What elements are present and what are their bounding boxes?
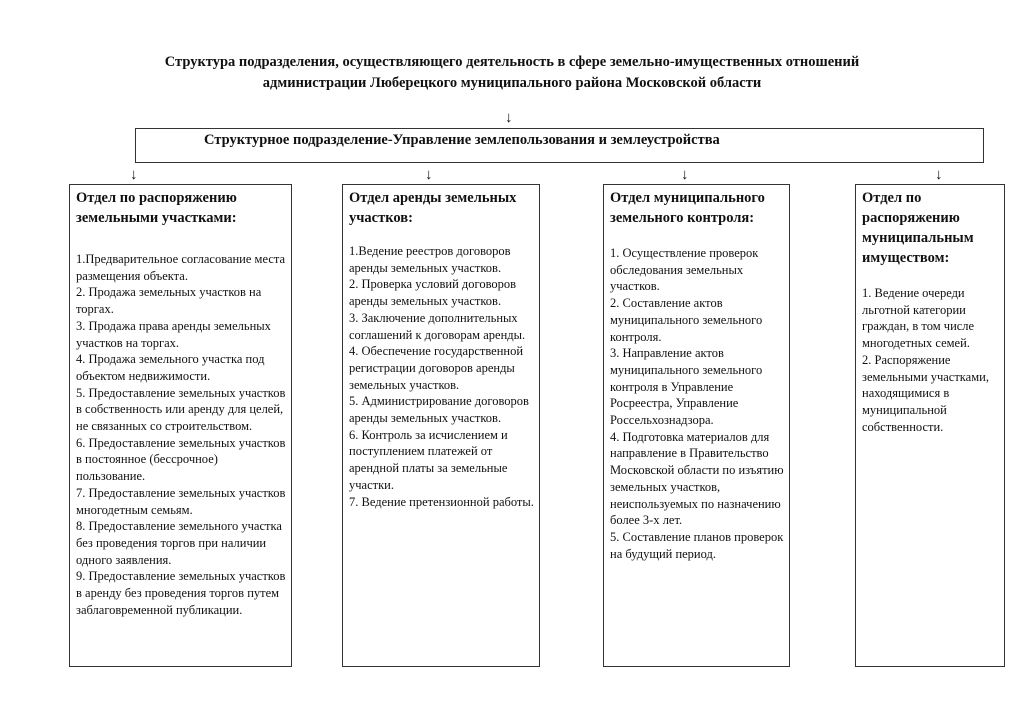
arrow-down-icon: ↓ — [425, 167, 433, 183]
duty-item: 5. Предоставление земельных участков в собственность или аренду для целей, не связанных со строительством. — [76, 385, 286, 434]
duty-item: 7. Ведение претензионной работы. — [349, 494, 534, 509]
department-duties-list — [862, 285, 999, 435]
duty-item: 1. Осуществление проверок обследования земельных участков. — [610, 246, 759, 294]
duty-item: 1.Предварительное согласование места размещения объекта. — [76, 252, 286, 283]
duty-item: 3. Продажа права аренды земельных участков на торгах. — [76, 318, 271, 350]
arrow-down-icon: ↓ — [681, 167, 689, 183]
duty-item: 4. Обеспечение государственной регистрации договоров аренды земельных участков. — [349, 344, 524, 392]
duty-item: 2. Продажа земельных участков на торгах. — [76, 285, 262, 317]
arrow-down-icon: ↓ — [505, 110, 513, 126]
department-title: Отдел по распоряжению земельными участками: — [76, 190, 237, 226]
duty-item: 4. Продажа земельного участка под объектом недвижимости. — [76, 352, 265, 383]
duty-item: 8. Предоставление земельного участка без проведения торгов при наличии одного заявления. — [76, 519, 282, 567]
duty-item: 7. Предоставление земельных участков многодетным семьям. — [76, 485, 286, 517]
duty-item: 4. Подготовка материалов для направление в Правительство Московской области по изъятию земельных участков, неиспользуемых по назначению более 3-х лет. — [610, 429, 784, 528]
arrow-down-icon: ↓ — [935, 167, 943, 183]
department-duties-list — [76, 251, 286, 618]
duty-item: 1. Ведение очереди льготной категории граждан, в том числе многодетных семей. — [862, 286, 975, 351]
department-duties-list — [349, 243, 534, 510]
top-unit-label: Структурное подразделение-Управление землепользования и землеустройства — [204, 132, 720, 148]
duty-item: 2. Проверка условий договоров аренды земельных участков. — [349, 277, 517, 309]
duty-item: 5. Администрирование договоров аренды земельных участков. — [349, 394, 529, 426]
duty-item: 2. Составление актов муниципального земельного контроля. — [610, 296, 763, 344]
duty-item: 6. Контроль за исчислением и поступлением платежей от арендной платы за земельные участки. — [349, 427, 508, 492]
duty-item: 9. Предоставление земельных участков в аренду без проведения торгов путем заблаговременной публикации. — [76, 569, 286, 617]
page-title-line-1: Структура подразделения, осуществляющего деятельность в сфере земельно-имущественных отношений — [164, 54, 860, 70]
department-duties-list — [610, 245, 784, 562]
department-title: Отдел по распоряжению муниципальным имуществом: — [862, 190, 974, 266]
page-title-line-2: администрации Люберецкого муниципального района Московской области — [262, 75, 762, 91]
arrow-down-icon: ↓ — [130, 167, 138, 183]
department-land-disposal — [69, 184, 292, 667]
duty-item: 1.Ведение реестров договоров аренды земельных участков. — [349, 244, 511, 275]
duty-item: 5. Составление планов проверок на будущий период. — [610, 529, 784, 561]
department-land-lease — [342, 184, 540, 667]
page-title — [60, 52, 964, 94]
duty-item: 3. Направление актов муниципального земельного контроля в Управление Росреестра, Управление Россельхознадзора. — [610, 346, 763, 428]
department-municipal-property — [855, 184, 1005, 667]
department-title: Отдел аренды земельных участков: — [349, 190, 517, 226]
department-title: Отдел муниципального земельного контроля: — [610, 190, 765, 226]
department-land-control — [603, 184, 790, 667]
duty-item: 6. Предоставление земельных участков в постоянное (бессрочное) пользование. — [76, 435, 286, 484]
duty-item: 2. Распоряжение земельными участками, находящимися в муниципальной собственности. — [862, 352, 989, 434]
duty-item: 3. Заключение дополнительных соглашений к договорам аренды. — [349, 310, 526, 342]
top-unit-box — [135, 128, 984, 163]
